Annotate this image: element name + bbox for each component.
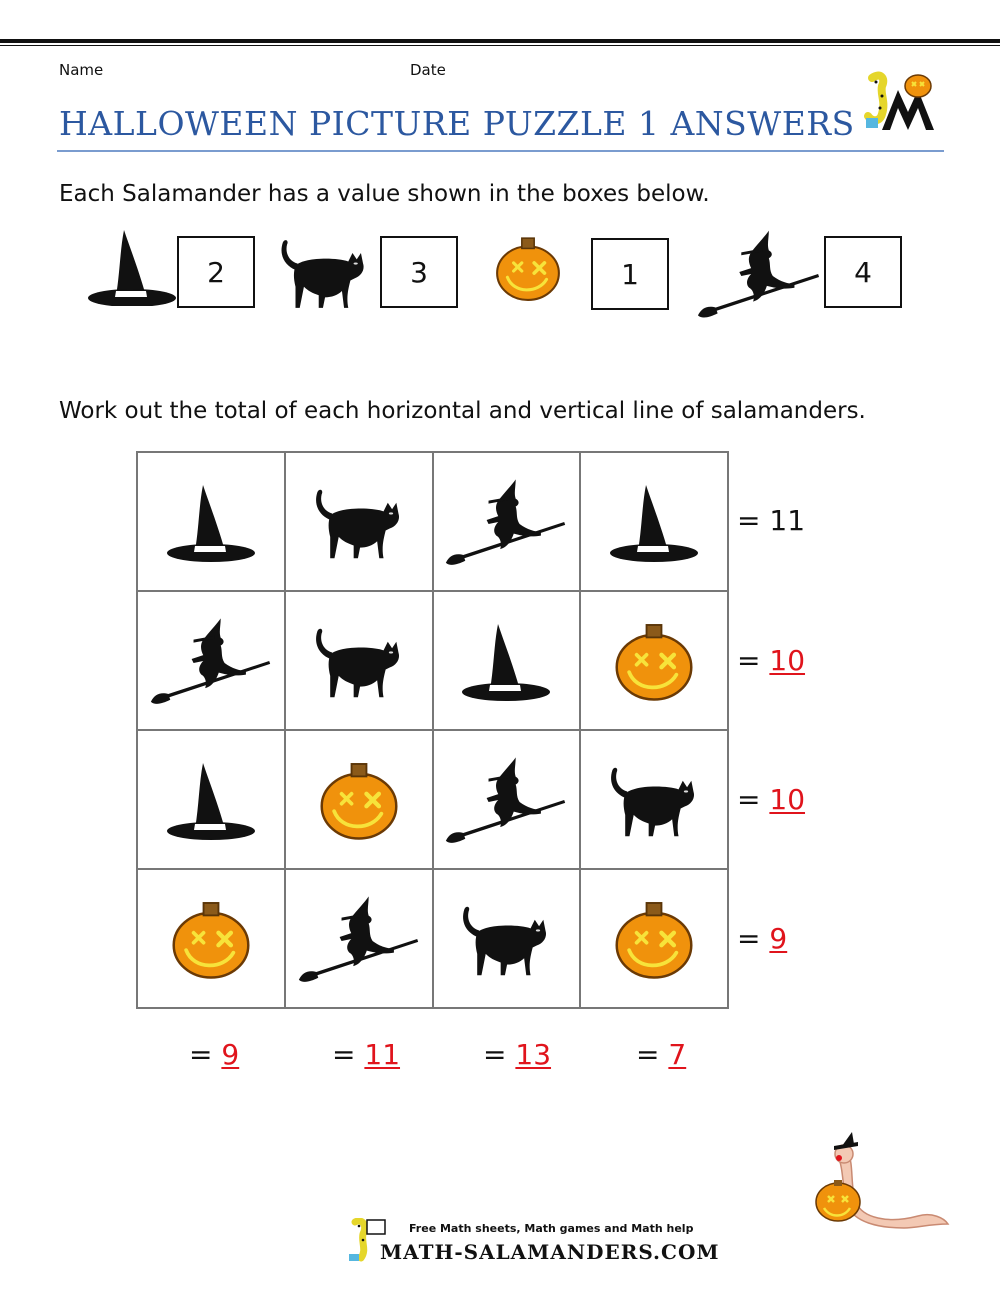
column-total-answer: 13 bbox=[515, 1038, 552, 1071]
instruction-key: Each Salamander has a value shown in the boxes below. bbox=[59, 181, 710, 207]
grid-cell bbox=[433, 869, 581, 1008]
title-underline bbox=[57, 150, 944, 152]
grid-cell bbox=[580, 452, 728, 591]
pumpkin-icon bbox=[611, 898, 697, 980]
grid-cell bbox=[137, 591, 285, 730]
witch-hat-icon bbox=[163, 759, 259, 841]
witch-hat-icon bbox=[86, 226, 178, 306]
key-value-box: 3 bbox=[380, 236, 458, 308]
column-total-answer: 7 bbox=[668, 1038, 687, 1071]
top-rule bbox=[0, 39, 1000, 43]
black-cat-icon bbox=[276, 234, 372, 310]
key-value-box: 2 bbox=[177, 236, 255, 308]
pumpkin-icon bbox=[316, 759, 402, 841]
row-total: = 9 bbox=[737, 922, 788, 955]
black-cat-icon bbox=[311, 622, 407, 700]
witch-on-broom-icon bbox=[295, 891, 423, 987]
row-total: = 11 bbox=[737, 504, 806, 537]
row-total-answer: 10 bbox=[769, 644, 806, 677]
black-cat-icon bbox=[606, 761, 702, 839]
salamander-logo-icon bbox=[858, 70, 944, 132]
witch-on-broom-icon bbox=[442, 474, 570, 570]
row-total-answer: 10 bbox=[769, 783, 806, 816]
witch-on-broom-icon bbox=[442, 752, 570, 848]
grid-cell bbox=[433, 730, 581, 869]
black-cat-icon bbox=[458, 900, 554, 978]
witch-hat-icon bbox=[606, 481, 702, 563]
key-value-box: 4 bbox=[824, 236, 902, 308]
pumpkin-icon bbox=[611, 620, 697, 702]
grid-cell bbox=[580, 730, 728, 869]
top-rule-thin bbox=[0, 45, 1000, 46]
witch-on-broom-icon bbox=[694, 226, 824, 322]
pumpkin-icon bbox=[493, 230, 563, 306]
witch-on-broom-icon bbox=[147, 613, 275, 709]
puzzle-grid bbox=[136, 451, 729, 1009]
date-label: Date bbox=[410, 61, 446, 79]
grid-cell bbox=[285, 869, 433, 1008]
grid-cell bbox=[285, 452, 433, 591]
grid-cell bbox=[580, 591, 728, 730]
grid-cell bbox=[433, 452, 581, 591]
column-total-answer: 9 bbox=[221, 1038, 240, 1071]
row-total-value: 11 bbox=[769, 504, 806, 537]
footer-site-link[interactable]: MATH-SALAMANDERS.COM bbox=[380, 1240, 720, 1264]
salamander-pumpkin-illustration bbox=[808, 1132, 950, 1232]
grid-cell bbox=[137, 452, 285, 591]
grid-cell bbox=[285, 730, 433, 869]
grid-cell bbox=[285, 591, 433, 730]
grid-cell bbox=[433, 591, 581, 730]
column-total: = 13 bbox=[483, 1038, 552, 1071]
column-total: = 11 bbox=[332, 1038, 401, 1071]
row-total-answer: 9 bbox=[769, 922, 788, 955]
footer-tagline: Free Math sheets, Math games and Math help bbox=[409, 1222, 694, 1235]
column-total: = 7 bbox=[636, 1038, 687, 1071]
name-label: Name bbox=[59, 61, 104, 79]
column-total: = 9 bbox=[189, 1038, 240, 1071]
witch-hat-icon bbox=[163, 481, 259, 563]
grid-cell bbox=[580, 869, 728, 1008]
pumpkin-icon bbox=[168, 898, 254, 980]
page-title: HALLOWEEN PICTURE PUZZLE 1 ANSWERS bbox=[59, 104, 855, 143]
black-cat-icon bbox=[311, 483, 407, 561]
column-total-answer: 11 bbox=[364, 1038, 401, 1071]
row-total: = 10 bbox=[737, 644, 806, 677]
key-value-box: 1 bbox=[591, 238, 669, 310]
grid-cell bbox=[137, 869, 285, 1008]
instruction-totals: Work out the total of each horizontal and vertical line of salamanders. bbox=[59, 398, 866, 424]
row-total: = 10 bbox=[737, 783, 806, 816]
witch-hat-icon bbox=[458, 620, 554, 702]
grid-cell bbox=[137, 730, 285, 869]
